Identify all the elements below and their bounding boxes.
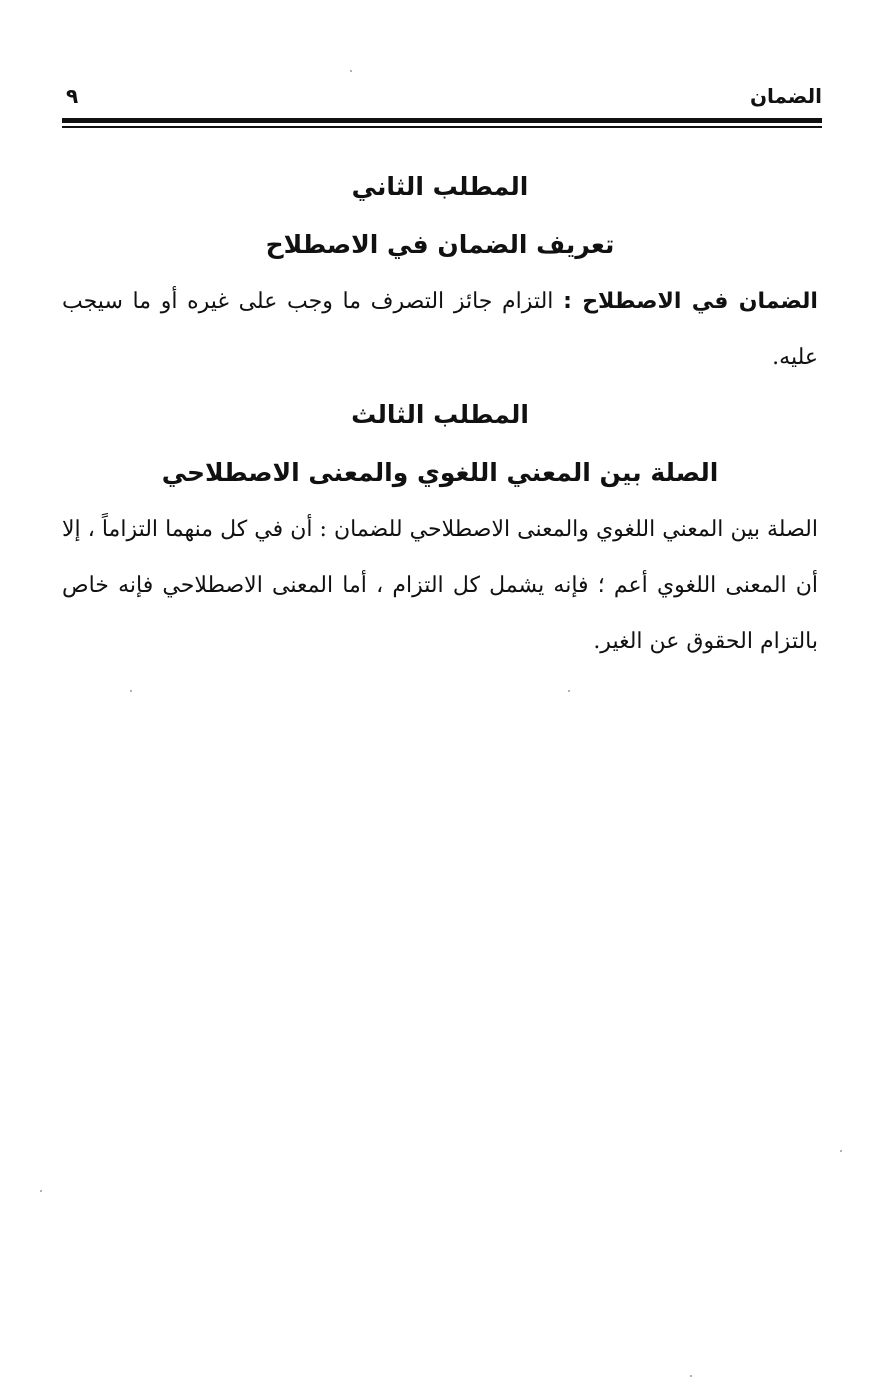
defined-term: الضمان في الاصطلاح : bbox=[563, 289, 818, 314]
header-rule-thin bbox=[62, 126, 822, 128]
definition-text: التزام جائز التصرف ما وجب على غيره أو ما سيجب عليه. bbox=[62, 289, 818, 370]
relation-paragraph: الصلة بين المعني اللغوي والمعنى الاصطلاحي للضمان : أن في كل منهما التزاماً ، إلا أن المعنى اللغوي أعم ؛ فإنه يشمل كل التزام ، أما المعنى الاصطلاحي فإنه خاص بالتزام الحقوق عن الغير. bbox=[62, 517, 818, 654]
scan-speck bbox=[130, 690, 132, 692]
header-rule-thick bbox=[62, 118, 822, 123]
scan-speck bbox=[690, 1375, 692, 1377]
scan-speck bbox=[40, 1190, 42, 1192]
page-header bbox=[62, 84, 822, 114]
definition-paragraph bbox=[62, 274, 818, 386]
page-body bbox=[62, 158, 818, 670]
scan-speck bbox=[350, 70, 352, 72]
page-number: ٩ bbox=[66, 84, 79, 108]
scan-speck bbox=[568, 690, 570, 692]
section-2-subheading: تعريف الضمان في الاصطلاح bbox=[265, 230, 615, 259]
section-3-heading: المطلب الثالث bbox=[351, 400, 529, 429]
section-2-heading: المطلب الثاني bbox=[351, 172, 529, 201]
scan-speck bbox=[840, 1150, 842, 1152]
running-title: الضمان bbox=[749, 84, 822, 108]
section-3-subheading: الصلة بين المعني اللغوي والمعنى الاصطلاحي bbox=[161, 458, 719, 487]
